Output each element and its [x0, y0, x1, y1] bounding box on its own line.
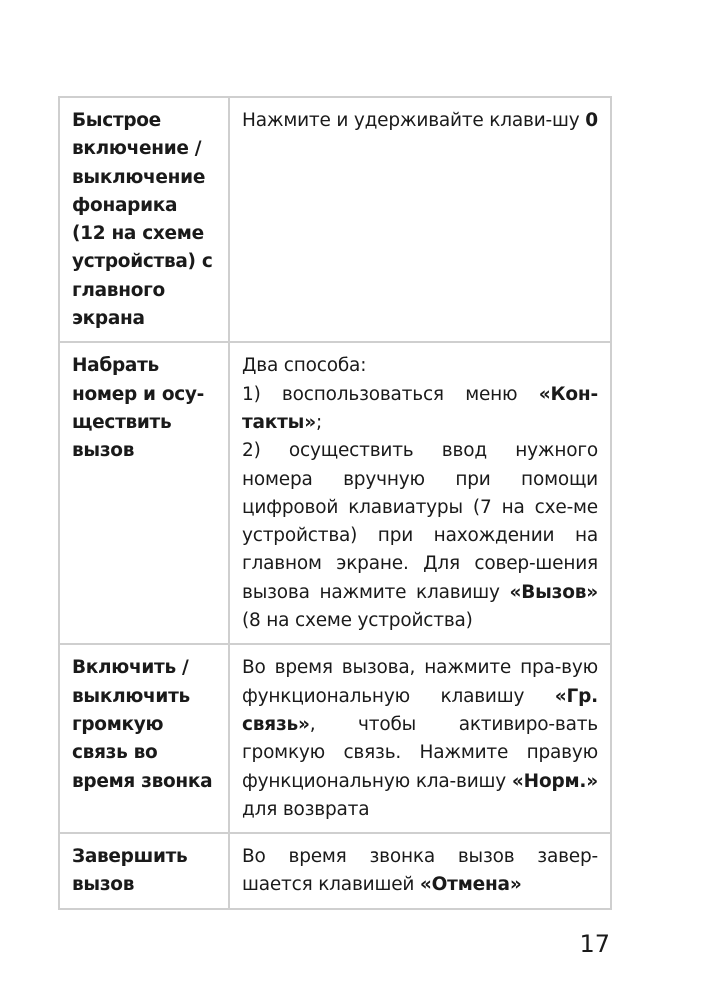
description-cell [229, 644, 611, 833]
action-label-dial: Набрать номер и осу-ществить вызов [72, 355, 205, 462]
description-cell [229, 97, 611, 342]
action-cell [59, 97, 229, 342]
table-row [59, 97, 611, 342]
key-name: «Норм.» [511, 770, 598, 792]
key-name: 0 [585, 110, 598, 131]
menu-name: «Кон-такты» [242, 383, 598, 433]
description-text: 2) осуществить ввод нужного номера вручную при помощи цифровой клавиатуры (7 на схе-ме устройства) при нахождении на главном экране. Для совер-шения вызова нажмите клавишу [242, 440, 598, 603]
instructions-table [58, 96, 612, 910]
key-name: «Гр. связь» [242, 685, 598, 735]
description-text: для возврата [242, 798, 370, 820]
key-name: «Вызов» [509, 581, 598, 603]
description-text: Два способа: [242, 355, 367, 377]
description-text: ; [315, 411, 323, 433]
page-number: 17 [579, 930, 610, 958]
description-cell [229, 342, 611, 644]
description-text: Нажмите и удерживайте клави-шу [242, 110, 586, 131]
action-label-flashlight: Быстрое включение / выключение фонарика (12 на схеме устройства) с главного экрана [72, 110, 213, 330]
description-text: (8 на схеме устройства) [242, 610, 473, 632]
action-cell [59, 833, 229, 909]
description-text: Во время вызова, нажмите пра-вую функциональную клавишу [242, 657, 598, 707]
action-label-end-call: Завершить вызов [72, 846, 188, 896]
description-text: 1) воспользоваться меню [242, 383, 539, 405]
description-cell [229, 833, 611, 909]
table-row [59, 833, 611, 909]
table-row [59, 342, 611, 644]
description-text: Во время звонка вызов завер-шается клавишей [242, 846, 598, 896]
action-cell [59, 342, 229, 644]
key-name: «Отмена» [419, 874, 522, 896]
description-text: , чтобы активиро-вать громкую связь. Нажмите правую функциональную кла-вишу [242, 713, 598, 792]
action-label-speakerphone: Включить / выключить громкую связь во время звонка [72, 657, 213, 792]
table-row [59, 644, 611, 833]
action-cell [59, 644, 229, 833]
